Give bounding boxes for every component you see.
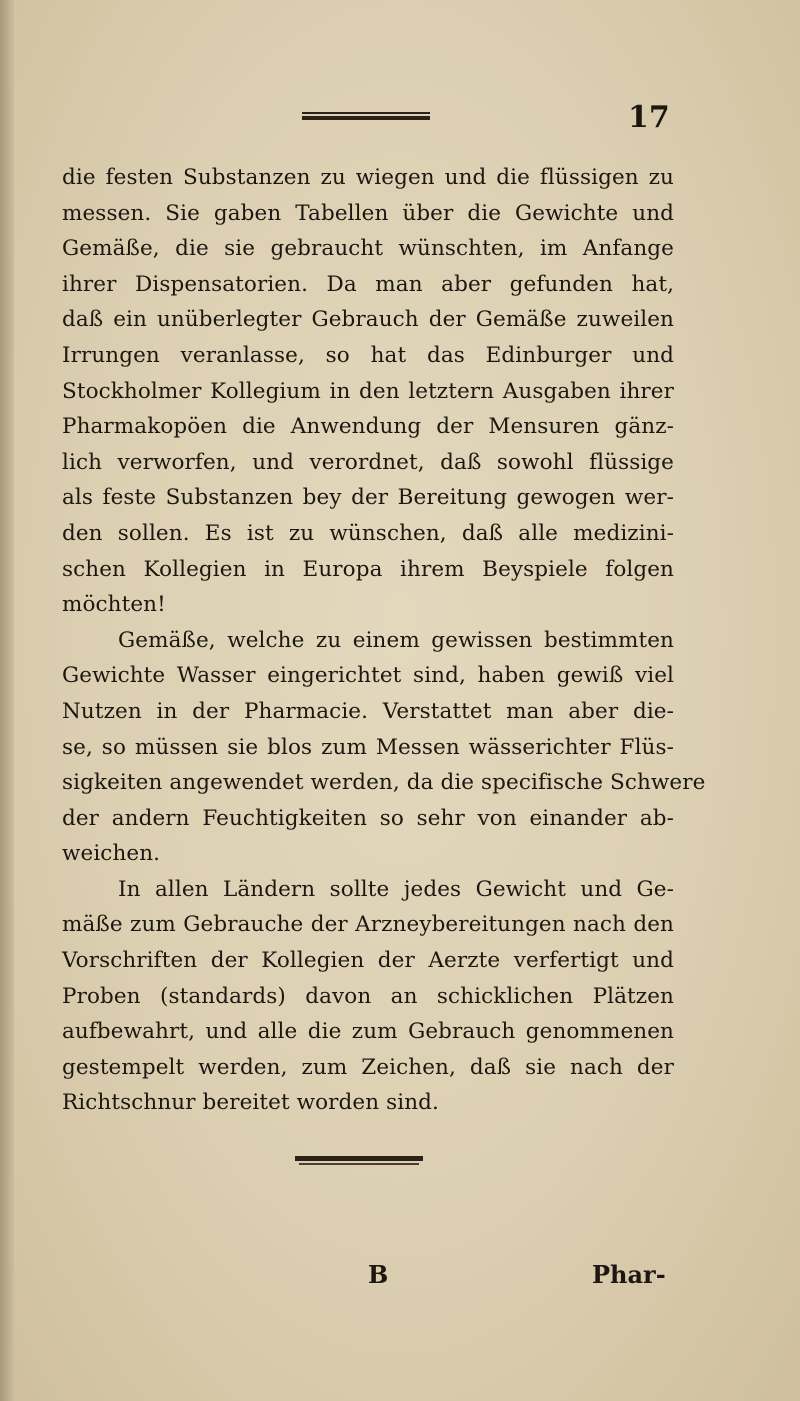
catchword: Phar- [592,1260,666,1289]
text-line: schen Kollegien in Europa ihrem Beyspiele folgen [62,556,674,582]
text-line: sigkeiten angewendet werden, da die specifische Schwere [62,770,706,796]
paragraph-end-line: möchten! [62,592,166,618]
header-rule-thin-line [302,112,430,114]
text-line: Vorschriften der Kollegien der Aerzte verfertigt und [62,948,674,974]
text-line: der andern Feuchtigkeiten so sehr von einander ab- [62,805,674,831]
text-line: aufbewahrt, und alle die zum Gebrauch genommenen [62,1019,674,1045]
closing-rule-thick-line [295,1156,423,1161]
header-rule [302,112,430,122]
paragraph-end-line: Richtschnur bereitet worden sind. [62,1090,439,1116]
text-line: Gewichte Wasser eingerichtet sind, haben gewiß viel [62,663,674,689]
page-gutter-shadow [0,0,14,1401]
text-line: Stockholmer Kollegium in den letztern Ausgaben ihrer [62,378,674,404]
text-line: Pharmakopöen die Anwendung der Mensuren gänz- [62,414,674,440]
body-text [62,160,706,1121]
paragraph-end-line: weichen. [62,841,161,867]
text-line: Proben (standards) davon an schicklichen Plätzen [62,983,674,1009]
text-line: ihrer Dispensatorien. Da man aber gefunden hat, [62,271,674,297]
text-line: lich verworfen, und verordnet, daß sowohl flüssige [62,449,674,475]
text-line: die festen Substanzen zu wiegen und die flüssigen zu [62,165,674,190]
text-line: als feste Substanzen bey der Bereitung gewogen wer- [62,485,674,511]
page-number: 17 [628,100,670,135]
header-rule-thick-line [302,116,430,120]
signature-mark: B [368,1260,389,1289]
text-line: mäße zum Gebrauche der Arzneybereitungen nach den [62,912,674,938]
text-line: den sollen. Es ist zu wünschen, daß alle medizini- [62,520,674,546]
text-line: Irrungen veranlasse, so hat das Edinburger und [62,342,674,368]
text-line: se, so müssen sie blos zum Messen wässerichter Flüs- [62,734,674,760]
closing-rule [295,1154,423,1166]
closing-rule-thin-line [299,1163,419,1165]
text-line: gestempelt werden, zum Zeichen, daß sie nach der [62,1054,674,1080]
text-line: daß ein unüberlegter Gebrauch der Gemäße zuweilen [62,307,674,333]
text-line: Nutzen in der Pharmacie. Verstattet man aber die- [62,698,674,724]
text-line: Gemäße, die sie gebraucht wünschten, im Anfange [62,236,674,262]
paragraph-start-line: Gemäße, welche zu einem gewissen bestimmten [118,627,674,653]
text-line: messen. Sie gaben Tabellen über die Gewichte und [62,200,674,226]
paragraph-start-line: In allen Ländern sollte jedes Gewicht und Ge- [118,876,674,902]
